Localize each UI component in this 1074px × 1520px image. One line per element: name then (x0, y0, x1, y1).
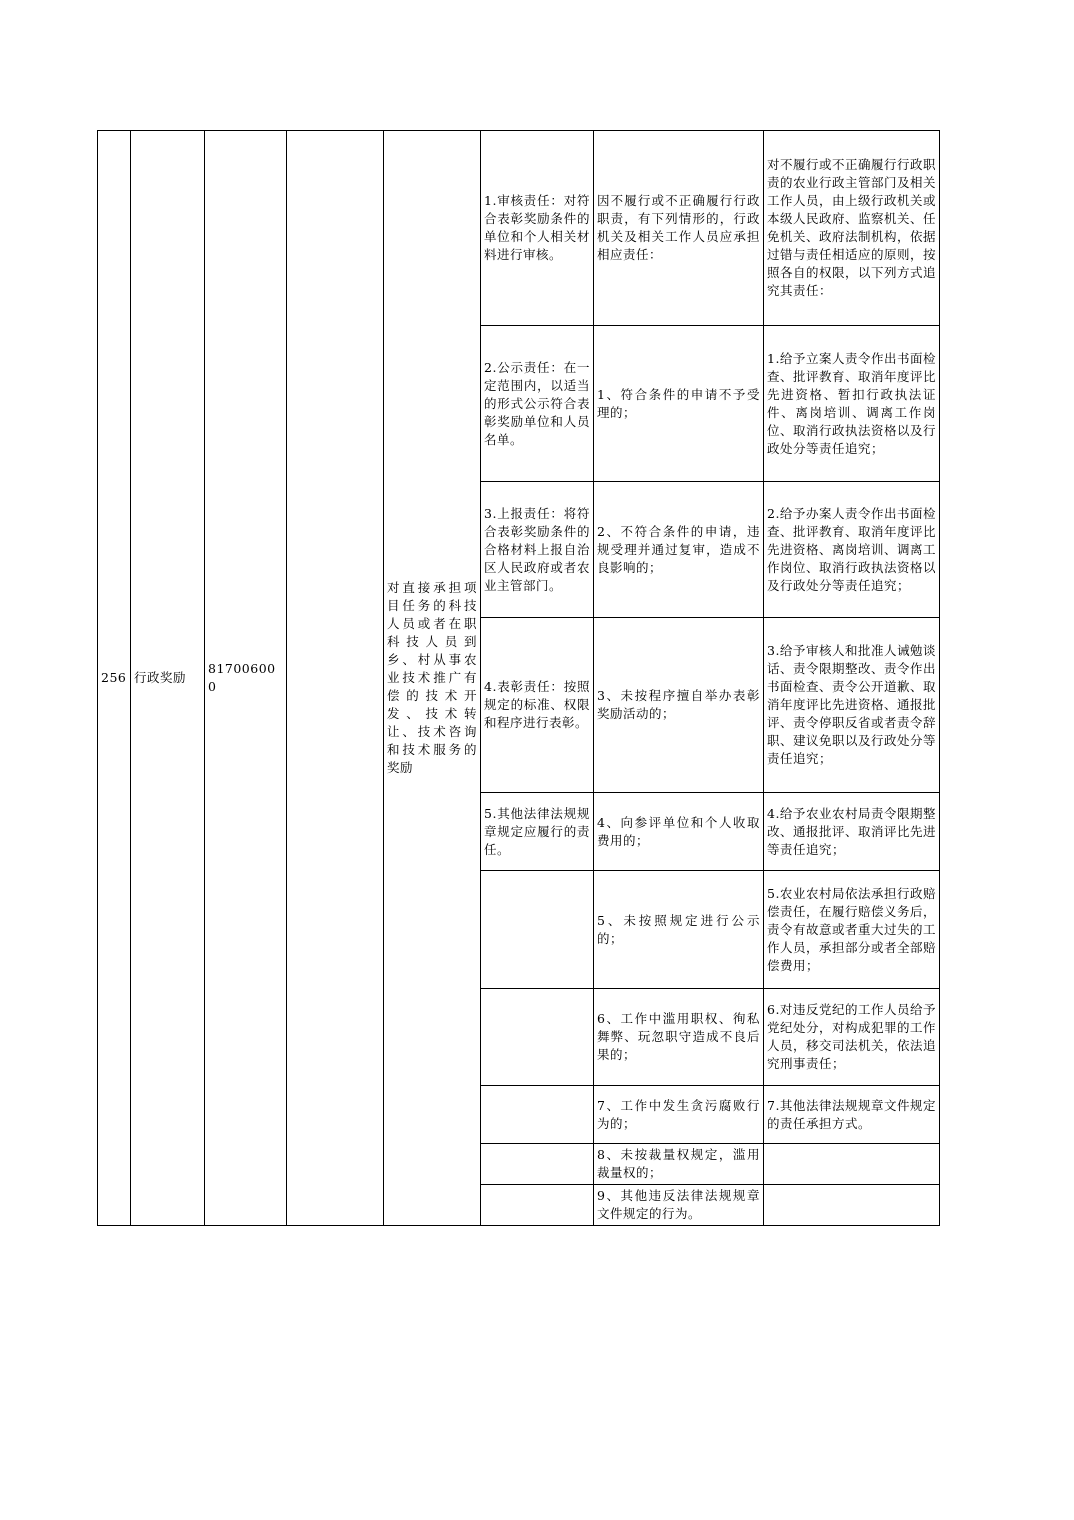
circumstance-cell: 1、符合条件的申请不予受理的； (594, 326, 764, 482)
accountability-cell: 3.给予审核人和批准人诫勉谈话、责令限期整改、责令作出书面检查、责令公开道歉、取消年度评比先进资格、通报批评、责令停职反省或者责令辞职、建议免职以及行政处分等责任追究； (764, 618, 940, 793)
responsibility-table (97, 130, 940, 1226)
circumstance-cell: 9、其他违反法律法规规章文件规定的行为。 (594, 1185, 764, 1226)
accountability-cell (764, 1185, 940, 1226)
accountability-cell: 1.给予立案人责令作出书面检查、批评教育、取消年度评比先进资格、暂扣行政执法证件、离岗培训、调离工作岗位、取消行政执法资格以及行政处分等责任追究； (764, 326, 940, 482)
circumstance-cell: 5、未按照规定进行公示的； (594, 871, 764, 989)
circumstance-cell: 6、工作中滥用职权、徇私舞弊、玩忽职守造成不良后果的； (594, 989, 764, 1086)
row-code: 817006000 (205, 131, 287, 1226)
responsibility-cell (481, 1185, 594, 1226)
responsibility-cell: 1.审核责任：对符合表彰奖励条件的单位和个人相关材料进行审核。 (481, 131, 594, 326)
responsibility-cell: 3.上报责任：将符合表彰奖励条件的合格材料上报自治区人民政府或者农业主管部门。 (481, 482, 594, 618)
accountability-cell: 2.给予办案人责令作出书面检查、批评教育、取消年度评比先进资格、离岗培训、调离工作岗位、取消行政执法资格以及行政处分等责任追究； (764, 482, 940, 618)
responsibility-cell: 5.其他法律法规规章规定应履行的责任。 (481, 793, 594, 871)
circumstance-cell: 8、未按裁量权规定，滥用裁量权的； (594, 1144, 764, 1185)
responsibility-cell: 2.公示责任：在一定范围内，以适当的形式公示符合表彰奖励单位和人员名单。 (481, 326, 594, 482)
responsibility-cell (481, 989, 594, 1086)
responsibility-cell (481, 871, 594, 989)
accountability-cell: 4.给予农业农村局责令限期整改、通报批评、取消评比先进等责任追究； (764, 793, 940, 871)
circumstance-cell: 7、工作中发生贪污腐败行为的； (594, 1086, 764, 1144)
circumstance-cell: 4、向参评单位和个人收取费用的； (594, 793, 764, 871)
accountability-cell (764, 1144, 940, 1185)
row-item-name (287, 131, 384, 1226)
circumstance-cell: 因不履行或不正确履行行政职责，有下列情形的，行政机关及相关工作人员应承担相应责任： (594, 131, 764, 326)
row-category: 行政奖励 (131, 131, 205, 1226)
accountability-cell: 5.农业农村局依法承担行政赔偿责任，在履行赔偿义务后，责令有故意或者重大过失的工作人员，承担部分或者全部赔偿费用； (764, 871, 940, 989)
responsibility-cell (481, 1086, 594, 1144)
responsibility-cell (481, 1144, 594, 1185)
accountability-cell: 7.其他法律法规规章文件规定的责任承担方式。 (764, 1086, 940, 1144)
row-number: 256 (98, 131, 131, 1226)
responsibility-cell: 4.表彰责任：按照规定的标准、权限和程序进行表彰。 (481, 618, 594, 793)
table-row (98, 131, 940, 326)
accountability-cell: 对不履行或不正确履行行政职责的农业行政主管部门及相关工作人员，由上级行政机关或本级人民政府、监察机关、任免机关、政府法制机构，依据过错与责任相适应的原则，按照各自的权限，以下列方式追究其责任： (764, 131, 940, 326)
circumstance-cell: 2、不符合条件的申请，违规受理并通过复审，造成不良影响的； (594, 482, 764, 618)
circumstance-cell: 3、未按程序擅自举办表彰奖励活动的； (594, 618, 764, 793)
row-content: 对直接承担项目任务的科技人员或者在职科技人员到乡、村从事农业技术推广有偿的技术开发、技术转让、技术咨询和技术服务的奖励 (384, 131, 481, 1226)
accountability-cell: 6.对违反党纪的工作人员给予党纪处分，对构成犯罪的工作人员，移交司法机关，依法追究刑事责任； (764, 989, 940, 1086)
